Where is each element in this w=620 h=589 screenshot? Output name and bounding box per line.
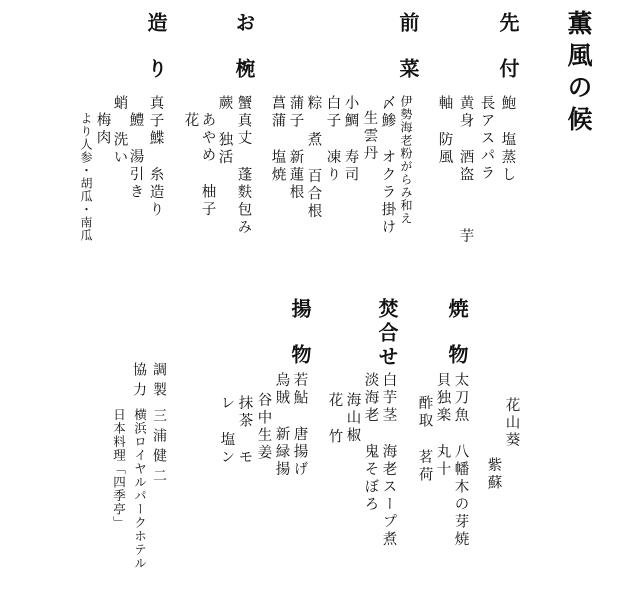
chef-name: 三浦健二 xyxy=(151,408,167,488)
tsukuri-line: 蛸 洗い xyxy=(111,95,128,167)
yakimono-line: 貝独楽 丸十 xyxy=(434,372,451,479)
owan-line: 花 xyxy=(182,112,199,130)
agemono-line: レ 塩ン xyxy=(218,395,235,467)
yakimono-line: 紫蘇 xyxy=(485,457,502,492)
agemono-heading: 揚物 xyxy=(288,298,312,390)
agemono-line: 烏賊 新緑揚 xyxy=(273,372,290,479)
coop-hotel: 横浜ロイヤルパークホテル xyxy=(132,408,148,570)
coop-restaurant: 日本料理「四季亭」 xyxy=(111,408,127,530)
yakimono-line: 花山葵 xyxy=(503,397,520,450)
owan-heading: お椀 xyxy=(232,12,256,104)
sakizuke-line: 軸 防風 xyxy=(436,95,453,167)
menu-title: 薫風の候 xyxy=(564,10,593,138)
zensai-line: 蒲子 新蓮根 xyxy=(287,95,304,202)
zensai-heading: 前菜 xyxy=(396,12,420,104)
zensai-line: 〆鯵 オクラ掛け xyxy=(379,95,396,237)
takiawase-line: 海山椒 xyxy=(344,392,361,445)
sakizuke-line: 鮑 塩蒸し xyxy=(499,95,516,184)
agemono-line: 抹茶 モ xyxy=(236,395,253,467)
yakimono-line: 太刀魚 八幡木の芽焼 xyxy=(452,372,469,549)
zensai-line: 伊勢海老粉がらみ和え xyxy=(399,95,413,225)
zensai-line: 粽 煮 百合根 xyxy=(305,95,322,221)
sakizuke-line: 芋 xyxy=(457,228,474,246)
zensai-line: 菖蒲 塩焼 xyxy=(269,95,286,184)
takiawase-line: 白芋茎 海老スープ煮 xyxy=(380,372,397,549)
takiawase-line: 淡海老 鬼そぼろ xyxy=(362,372,379,514)
yakimono-heading: 焼物 xyxy=(445,298,469,390)
takiawase-line: 花 竹 xyxy=(326,392,343,446)
tsukuri-line: より人参・胡瓜・南瓜 xyxy=(79,112,93,242)
yakimono-line: 酢取 茗荷 xyxy=(416,395,433,484)
chef-label: 調製 xyxy=(151,362,167,402)
agemono-line: 若鮎 唐揚げ xyxy=(291,372,308,479)
owan-line: あやめ 柚子 xyxy=(199,112,216,219)
tsukuri-line: 鱧 湯引き xyxy=(127,112,144,201)
tsukuri-heading: 造り xyxy=(144,12,168,104)
agemono-line: 谷中生姜 xyxy=(255,392,272,462)
zensai-line: 生雲丹 xyxy=(361,110,378,163)
zensai-line: 小鯛 寿司 xyxy=(342,95,359,184)
tsukuri-line: 真子鰈 糸造り xyxy=(147,95,164,219)
owan-line: 蕨 独活 xyxy=(216,95,233,167)
coop-label: 協力 xyxy=(131,362,147,402)
sakizuke-line: 長アスパラ xyxy=(478,95,495,183)
sakizuke-heading: 先付 xyxy=(496,12,520,104)
takiawase-heading: 焚合せ xyxy=(375,298,399,370)
owan-line: 蟹真丈 蓬麩包み xyxy=(235,95,252,237)
zensai-line: 白子 凍り xyxy=(324,95,341,184)
sakizuke-line: 黄身 酒盗 xyxy=(457,95,474,184)
tsukuri-line: 梅肉 xyxy=(94,112,111,147)
